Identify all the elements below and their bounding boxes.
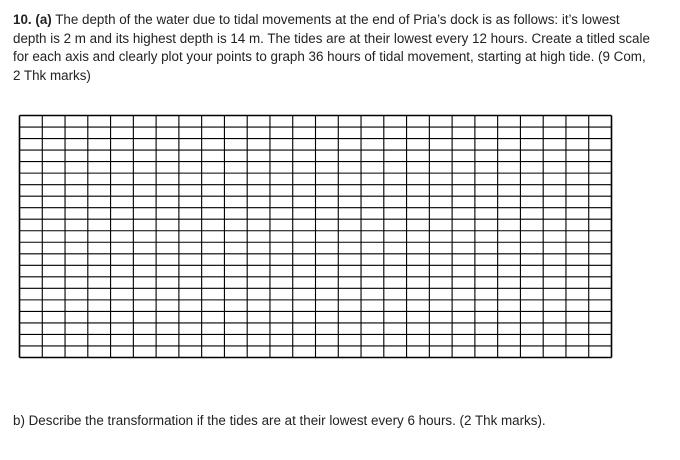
question-number: 10. <box>13 12 32 27</box>
question-10a <box>13 11 653 85</box>
question-text: The depth of the water due to tidal movements at the end of Pria’s dock is as follows: it’s lowest depth is 2 m and its highest depth is 14 m. The tides are at their lowest every 12 hours. Create a titled scale for each axis and clearly plot your points to graph 36 hours of tidal movement, starting at high tide. (9 Com, 2 Thk marks) <box>13 12 650 83</box>
question-part-label: (a) <box>35 12 52 27</box>
question-10b: b) Describe the transformation if the tides are at their lowest every 6 hours. (2 Thk marks). <box>13 413 546 428</box>
